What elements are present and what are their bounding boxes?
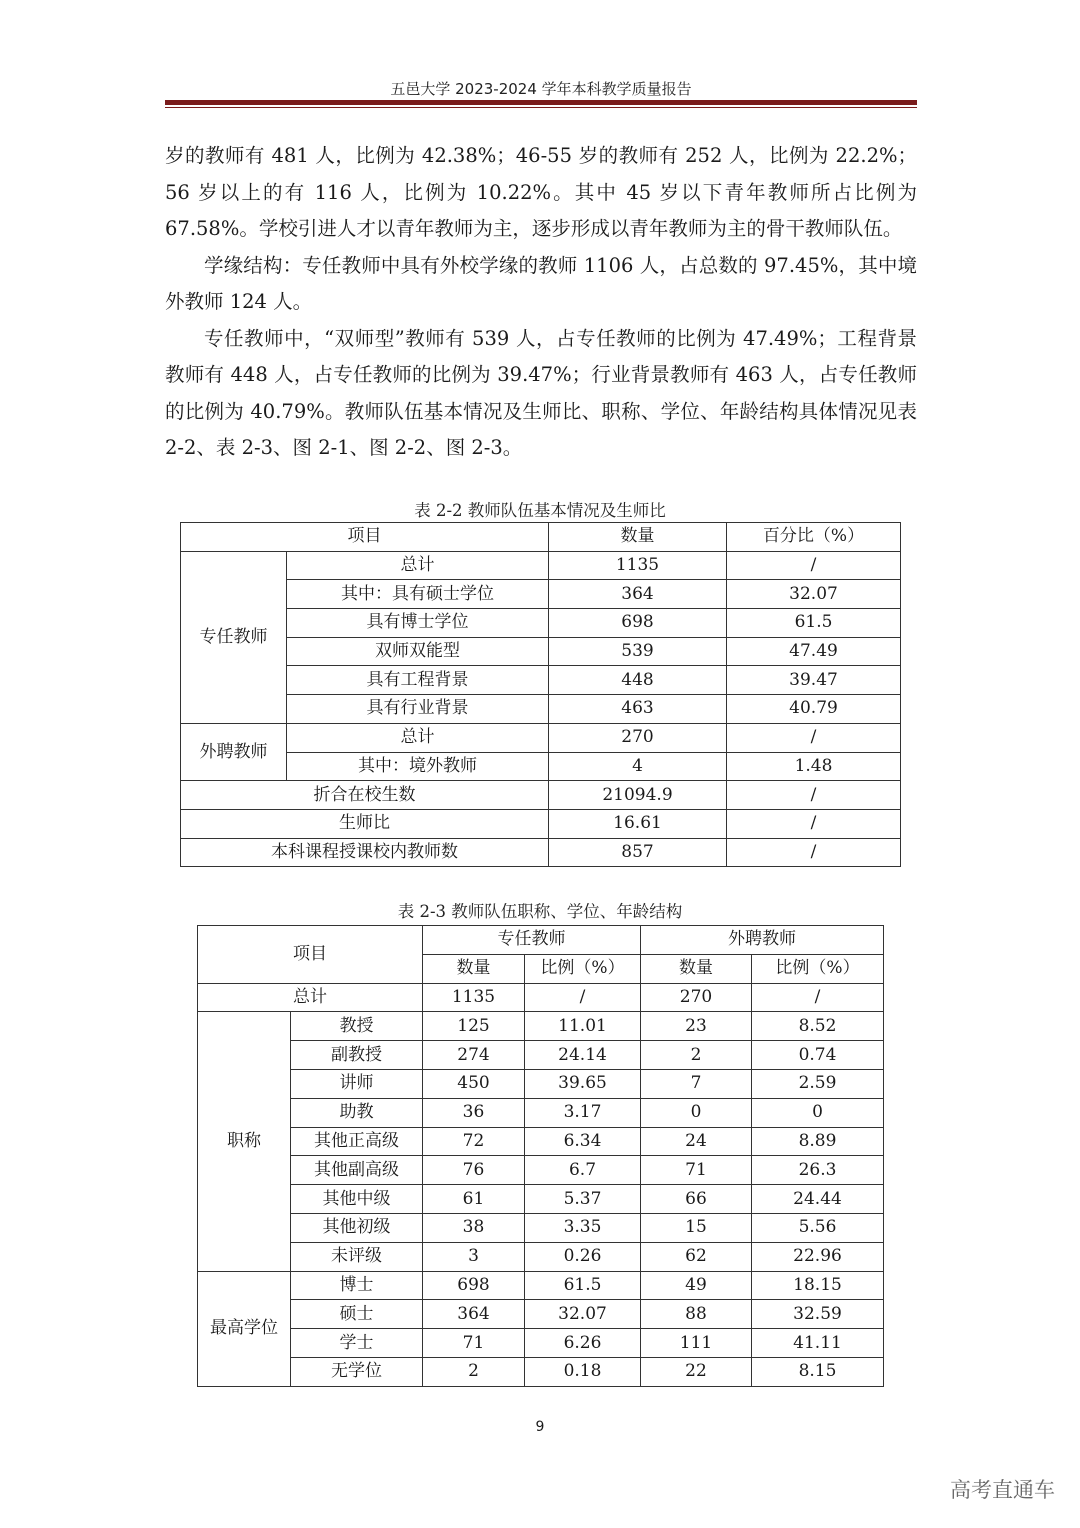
table-cell: 15 [641,1213,752,1242]
table-cell: 61 [423,1185,525,1214]
table-2-2 [180,522,901,867]
table-cell: 698 [423,1271,525,1300]
table-cell: 0.18 [525,1357,641,1386]
table-cell: 32.07 [525,1300,641,1329]
group-label: 专任教师 [181,551,287,723]
table-cell: 71 [641,1156,752,1185]
table-cell: / [727,838,901,867]
paragraph: 专任教师中，“双师型”教师有 539 人，占专任教师的比例为 47.49%；工程背景教师有 448 人，占专任教师的比例为 39.47%；行业背景教师有 463 人，占专任教师的比例为 40.79%。教师队伍基本情况及生师比、职称、学位、年龄结构具体情况见表 2-2、表 2-3、图 2-1、图 2-2、图 2-3。 [165,326,917,459]
watermark: 高考直通车 [950,1478,1055,1502]
table-cell: 47.49 [727,637,901,666]
table-cell: 41.11 [752,1329,884,1358]
table-cell: 具有博士学位 [287,609,549,638]
table-cell: 总计 [198,983,423,1012]
table-cell: 硕士 [291,1300,423,1329]
table-row [181,637,901,666]
table-cell: 6.7 [525,1156,641,1185]
table-row [181,551,901,580]
paragraph: 学缘结构：专任教师中具有外校学缘的教师 1106 人，占总数的 97.45%，其中境外教师 124 人。 [165,253,917,313]
column-header: 百分比（%） [727,523,901,552]
column-header: 专任教师 [423,926,641,955]
table-cell: 7 [641,1069,752,1098]
table-cell: 39.47 [727,666,901,695]
table-cell: 6.34 [525,1127,641,1156]
table-cell: / [752,983,884,1012]
table-cell: 1135 [423,983,525,1012]
table-cell: 具有行业背景 [287,695,549,724]
table-cell: 61.5 [727,609,901,638]
table-cell: / [727,809,901,838]
table-cell: 其中：境外教师 [287,752,549,781]
table-cell: 总计 [287,551,549,580]
table-cell: 具有工程背景 [287,666,549,695]
table-cell: 讲师 [291,1069,423,1098]
column-header: 外聘教师 [641,926,884,955]
table-row [198,1357,884,1386]
table-cell: 539 [549,637,727,666]
table-cell: 未评级 [291,1242,423,1271]
table-cell: 857 [549,838,727,867]
table-cell: 副教授 [291,1041,423,1070]
table-cell: 39.65 [525,1069,641,1098]
table-cell: 22.96 [752,1242,884,1271]
column-header: 数量 [549,523,727,552]
table-cell: 5.56 [752,1213,884,1242]
table-cell: 双师双能型 [287,637,549,666]
table-cell: 折合在校生数 [181,781,549,810]
table-cell: 450 [423,1069,525,1098]
table-cell: 125 [423,1012,525,1041]
table-cell: / [727,551,901,580]
table-row [198,1098,884,1127]
table-row [198,926,884,955]
table-cell: 270 [641,983,752,1012]
group-label: 外聘教师 [181,723,287,780]
table-cell: 3.35 [525,1213,641,1242]
table-cell: 无学位 [291,1357,423,1386]
table-cell: 生师比 [181,809,549,838]
table-cell: 24.14 [525,1041,641,1070]
column-header: 数量 [423,954,525,983]
table-row [181,609,901,638]
table-row [181,523,901,552]
table-row [198,1156,884,1185]
table-cell: 其他初级 [291,1213,423,1242]
table-cell: 274 [423,1041,525,1070]
table-cell: 24 [641,1127,752,1156]
table-cell: 71 [423,1329,525,1358]
table-cell: 463 [549,695,727,724]
table-cell: 364 [423,1300,525,1329]
table-cell: 学士 [291,1329,423,1358]
table-cell: 1135 [549,551,727,580]
table-cell: 32.59 [752,1300,884,1329]
table-row [198,1127,884,1156]
table-cell: 36 [423,1098,525,1127]
table-cell: 8.89 [752,1127,884,1156]
header-rule-thick [165,100,917,105]
table-cell: 5.37 [525,1185,641,1214]
table-cell: 16.61 [549,809,727,838]
table-cell: 22 [641,1357,752,1386]
table-cell: 博士 [291,1271,423,1300]
table-cell: 8.52 [752,1012,884,1041]
table-cell: 40.79 [727,695,901,724]
column-header: 数量 [641,954,752,983]
table-cell: 其他中级 [291,1185,423,1214]
table-cell: 2 [423,1357,525,1386]
table-row [198,1213,884,1242]
table-cell: 448 [549,666,727,695]
table-cell: 76 [423,1156,525,1185]
table-row [198,1271,884,1300]
table-cell: 4 [549,752,727,781]
table-caption: 表 2-3 教师队伍职称、学位、年龄结构 [397,902,683,921]
table-cell: 3.17 [525,1098,641,1127]
table-cell: 0.74 [752,1041,884,1070]
table-cell: 66 [641,1185,752,1214]
table-cell: 18.15 [752,1271,884,1300]
paragraph: 岁的教师有 481 人，比例为 42.38%；46-55 岁的教师有 252 人，比例为 22.2%；56 岁以上的有 116 人，比例为 10.22%。其中 45 岁以下青年教师所占比例为 67.58%。学校引进人才以青年教师为主，逐步形成以青年教师为主的骨干教师队伍。 [165,144,917,240]
table-2-3 [197,925,884,1387]
table-cell: 0.26 [525,1242,641,1271]
table-cell: 698 [549,609,727,638]
page-header: 五邑大学 2023-2024 学年本科教学质量报告 [390,80,692,98]
body-text [165,138,917,467]
table-cell: 111 [641,1329,752,1358]
table-cell: 2.59 [752,1069,884,1098]
table-cell: 32.07 [727,580,901,609]
table-cell: 6.26 [525,1329,641,1358]
table-row [198,1069,884,1098]
column-header: 项目 [198,926,423,984]
column-header: 项目 [181,523,549,552]
table-cell: 教授 [291,1012,423,1041]
table-row [181,695,901,724]
table-cell: 49 [641,1271,752,1300]
table-cell: / [525,983,641,1012]
table-row [181,809,901,838]
table-row [198,1242,884,1271]
page-number: 9 [535,1419,545,1435]
table-caption: 表 2-2 教师队伍基本情况及生师比 [414,501,666,520]
table-cell: 270 [549,723,727,752]
table-cell: 其他正高级 [291,1127,423,1156]
header-rule-thin [165,107,917,108]
table-cell: 0 [752,1098,884,1127]
table-cell: 72 [423,1127,525,1156]
table-cell: 1.48 [727,752,901,781]
table-row [181,781,901,810]
table-cell: 其中：具有硕士学位 [287,580,549,609]
table-cell: 88 [641,1300,752,1329]
table-cell: 38 [423,1213,525,1242]
table-row [198,1041,884,1070]
table-cell: 本科课程授课校内教师数 [181,838,549,867]
table-row [198,983,884,1012]
table-cell: / [727,781,901,810]
table-cell: 23 [641,1012,752,1041]
table-cell: / [727,723,901,752]
table-row [198,1012,884,1041]
table-cell: 11.01 [525,1012,641,1041]
table-cell: 8.15 [752,1357,884,1386]
table-cell: 总计 [287,723,549,752]
table-cell: 364 [549,580,727,609]
column-header: 比例（%） [525,954,641,983]
table-cell: 3 [423,1242,525,1271]
table-row [198,1300,884,1329]
table-row [181,580,901,609]
table-cell: 26.3 [752,1156,884,1185]
table-row [181,723,901,752]
table-row [198,1185,884,1214]
group-label: 最高学位 [198,1271,291,1386]
group-label: 职称 [198,1012,291,1271]
table-cell: 24.44 [752,1185,884,1214]
table-cell: 61.5 [525,1271,641,1300]
table-cell: 助教 [291,1098,423,1127]
table-row [198,1329,884,1358]
table-row [181,838,901,867]
table-row [181,752,901,781]
table-row [181,666,901,695]
column-header: 比例（%） [752,954,884,983]
table-cell: 62 [641,1242,752,1271]
table-cell: 2 [641,1041,752,1070]
table-cell: 其他副高级 [291,1156,423,1185]
table-cell: 21094.9 [549,781,727,810]
table-cell: 0 [641,1098,752,1127]
